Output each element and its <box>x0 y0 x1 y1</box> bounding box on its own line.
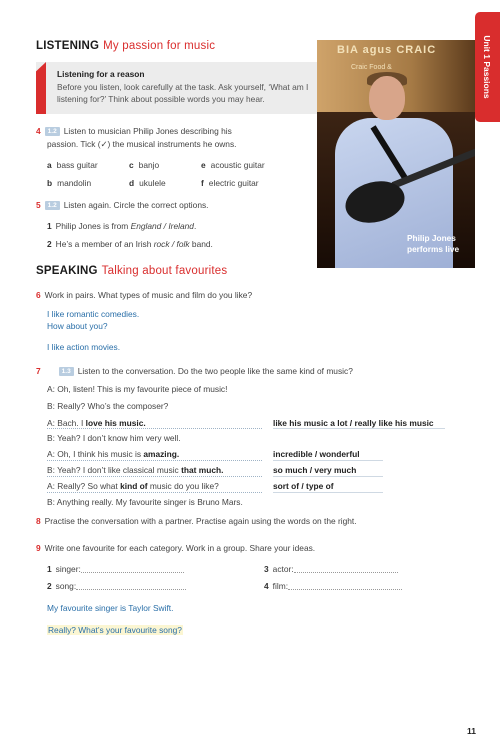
answer-blank[interactable] <box>81 564 184 573</box>
dialogue-line <box>47 449 179 460</box>
ex9-number: 9 <box>36 543 41 553</box>
ex5-number: 5 <box>36 200 41 210</box>
photo-sign: BIA agus CRAIC <box>337 44 437 56</box>
option-text: mandolin <box>57 178 92 188</box>
answer-blank[interactable] <box>294 564 398 573</box>
audio-track-badge[interactable]: 1.2 <box>45 201 60 210</box>
dialogue-line <box>47 465 223 476</box>
dialogue-text: B: Really? Who’s the composer? <box>47 401 169 411</box>
answer-blank[interactable] <box>288 581 402 590</box>
item-text-end: . <box>193 221 197 231</box>
ex6-example-line: I like action movies. <box>47 342 121 352</box>
ex9-heading <box>36 543 315 554</box>
ex4-option[interactable] <box>201 160 265 171</box>
option-letter: d <box>129 178 135 188</box>
ex5-heading <box>36 200 209 211</box>
ex4-option[interactable] <box>201 178 259 189</box>
tip-title: Listening for a reason <box>57 69 145 79</box>
alternative-separator <box>273 460 383 461</box>
category-label: actor: <box>272 564 294 574</box>
ex9-example-highlight: Really? What’s your favourite song? <box>48 625 182 635</box>
dialogue-separator <box>47 428 262 429</box>
audio-track-badge[interactable]: 1.2 <box>45 127 60 136</box>
dialogue-text: A: Really? So what <box>47 481 121 491</box>
ex6-number: 6 <box>36 290 41 300</box>
dialogue-text: B: Yeah? I don’t know him very well. <box>47 433 181 443</box>
tip-accent-bar <box>36 62 46 114</box>
ex8-heading <box>36 516 357 527</box>
dialogue-text: B: Yeah? I don’t like classical music <box>47 465 182 475</box>
category-song[interactable] <box>47 581 186 592</box>
item-choice[interactable]: rock / folk <box>153 239 190 249</box>
dialogue-text: B: Anything really. My favourite singer is Bruno Mars. <box>47 497 243 507</box>
category-label: film: <box>272 581 289 591</box>
category-label: singer: <box>55 564 81 574</box>
unit-tab-label: Unit 1 Passions <box>482 35 492 99</box>
alternative-words: incredible / wonderful <box>273 449 360 459</box>
ex4-option[interactable] <box>129 160 159 171</box>
photo-head <box>369 76 405 120</box>
ex9-example-line <box>47 625 183 636</box>
speaking-label: SPEAKING <box>36 265 98 277</box>
ex4-option[interactable] <box>129 178 166 189</box>
ex4-number: 4 <box>36 126 41 136</box>
tip-body: Before you listen, look carefully at the task. Ask yourself, ‘What am I listening for?’ Think about possible words you may hear. <box>57 82 309 104</box>
dialogue-text: A: Oh, I think his music is <box>47 449 144 459</box>
item-number: 3 <box>264 564 269 574</box>
option-text: electric guitar <box>208 178 259 188</box>
option-letter: c <box>129 160 134 170</box>
option-text: bass guitar <box>56 160 98 170</box>
dialogue-text: A: Oh, listen! This is my favourite piece of music! <box>47 384 228 394</box>
ex8-number: 8 <box>36 516 41 526</box>
ex5-instruction: Listen again. Circle the correct options. <box>63 200 209 210</box>
item-text: Philip Jones is from <box>55 221 131 231</box>
dialogue-line <box>47 384 227 395</box>
alternative-words: sort of / type of <box>273 481 334 491</box>
listening-heading <box>36 40 215 52</box>
ex6-heading <box>36 290 252 301</box>
option-letter: b <box>47 178 53 188</box>
ex4-option[interactable] <box>47 160 98 171</box>
dialogue-bold: love his music. <box>85 418 146 428</box>
dialogue-line <box>47 497 243 508</box>
dialogue-bold: kind of <box>120 481 148 491</box>
item-number: 2 <box>47 239 52 249</box>
option-text: ukulele <box>139 178 166 188</box>
ex4-line2: passion. Tick (✓) the musical instruments he owns. <box>47 139 237 149</box>
dialogue-text: A: Bach. I <box>47 418 86 428</box>
dialogue-line <box>47 433 181 444</box>
option-text: banjo <box>138 160 160 170</box>
ex4-option[interactable] <box>47 178 91 189</box>
page-number: 11 <box>467 726 476 736</box>
ex4-line1 <box>36 126 232 137</box>
unit-tab <box>475 12 500 122</box>
ex7-number: 7 <box>36 366 41 376</box>
ex7-heading <box>36 366 353 377</box>
dialogue-bold: amazing. <box>143 449 180 459</box>
dialogue-line <box>47 401 168 412</box>
dialogue-line <box>47 481 219 492</box>
alternative-separator <box>273 428 445 429</box>
dialogue-text-end: music do you like? <box>147 481 219 491</box>
category-label: song: <box>55 581 77 591</box>
item-choice[interactable]: England / Ireland <box>130 221 194 231</box>
alternative-words: so much / very much <box>273 465 357 475</box>
dialogue-separator <box>47 476 262 477</box>
option-letter: f <box>201 178 204 188</box>
ex6-example-line: I like romantic comedies. <box>47 309 140 319</box>
photo-sign-small: Craic Food & <box>351 64 392 71</box>
item-text: He’s a member of an Irish <box>55 239 154 249</box>
item-number: 1 <box>47 221 52 231</box>
ex5-item <box>47 239 213 250</box>
ex9-example-line: My favourite singer is Taylor Swift. <box>47 603 174 613</box>
alternative-separator <box>273 476 383 477</box>
option-letter: a <box>47 160 52 170</box>
ex6-example-line: How about you? <box>47 321 108 331</box>
item-number: 1 <box>47 564 52 574</box>
ex9-instruction: Write one favourite for each category. Work in a group. Share your ideas. <box>44 543 316 553</box>
category-film[interactable] <box>264 581 402 592</box>
photo-caption: Philip Jones performs live <box>407 233 460 254</box>
speaking-heading <box>36 265 227 277</box>
ex8-instruction: Practise the conversation with a partner. Practise again using the words on the right. <box>44 516 357 526</box>
item-number: 4 <box>264 581 269 591</box>
answer-blank[interactable] <box>76 581 186 590</box>
listening-label: LISTENING <box>36 40 100 52</box>
item-text-end: band. <box>189 239 213 249</box>
listening-subtitle: My passion for music <box>103 40 216 52</box>
dialogue-bold: that much. <box>181 465 224 475</box>
ex7-instruction: Listen to the conversation. Do the two people like the same kind of music? <box>77 366 353 376</box>
option-letter: e <box>201 160 206 170</box>
speaking-subtitle: Talking about favourites <box>101 265 228 277</box>
ex6-instruction: Work in pairs. What types of music and film do you like? <box>44 290 253 300</box>
item-number: 2 <box>47 581 52 591</box>
audio-track-badge[interactable]: 1.3 <box>59 367 74 376</box>
option-text: acoustic guitar <box>210 160 265 170</box>
alternative-separator <box>273 492 383 493</box>
musician-photo <box>317 40 475 268</box>
category-actor[interactable] <box>264 564 398 575</box>
dialogue-separator <box>47 460 262 461</box>
category-singer[interactable] <box>47 564 184 575</box>
ex5-item <box>47 221 196 232</box>
listening-tip-box <box>36 62 332 114</box>
dialogue-separator <box>47 492 262 493</box>
ex4-instruction-line1: Listen to musician Philip Jones describing his <box>63 126 232 136</box>
alternative-words: like his music a lot / really like his music <box>273 418 434 428</box>
